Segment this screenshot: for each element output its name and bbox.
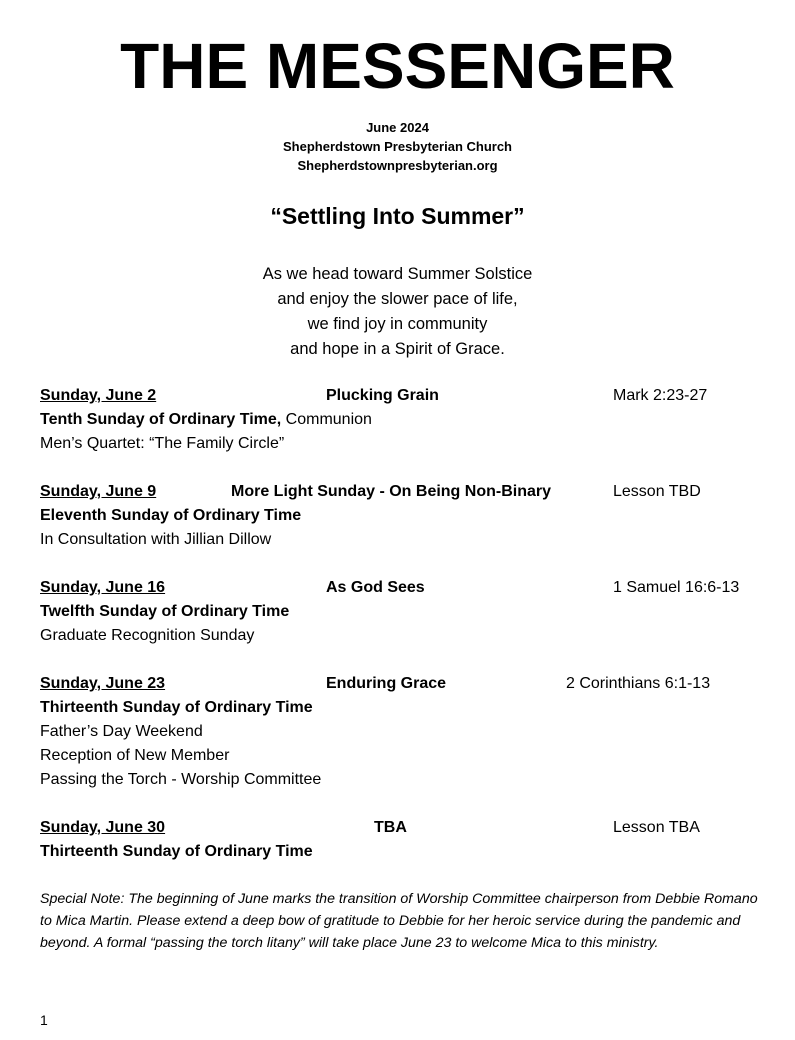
- service-date: Sunday, June 30: [40, 819, 166, 836]
- page-number: 1: [40, 1012, 48, 1028]
- service-entry: [40, 384, 770, 456]
- sermon-title: More Light Sunday - On Being Non-Binary: [231, 483, 551, 500]
- scripture-reference: Mark 2:23-27: [613, 387, 708, 404]
- service-note: Reception of New Member: [40, 747, 230, 764]
- service-date: Sunday, June 23: [40, 675, 166, 692]
- church-website: Shepherdstownpresbyterian.org: [297, 158, 498, 173]
- verse-line: and hope in a Spirit of Grace.: [290, 340, 505, 358]
- sermon-title: As God Sees: [326, 579, 425, 596]
- worship-schedule: [40, 384, 770, 888]
- newsletter-meta: [0, 118, 795, 175]
- verse-line: As we head toward Summer Solstice: [262, 265, 533, 283]
- service-entry: [40, 480, 770, 552]
- service-date: Sunday, June 9: [40, 483, 157, 500]
- liturgical-season: Eleventh Sunday of Ordinary Time: [40, 507, 302, 524]
- verse-line: and enjoy the slower pace of life,: [277, 290, 518, 308]
- special-note: Special Note: The beginning of June marks the transition of Worship Committee chairperson from Debbie Romano to Mica Martin. Please extend a deep bow of gratitude to Debbie for her heroic service during the pandemic and beyond. A formal “passing the torch litany” will take place June 23 to welcome Mica to this ministry.: [40, 891, 758, 951]
- service-entry: [40, 672, 770, 792]
- liturgical-season: Tenth Sunday of Ordinary Time, Communion: [40, 411, 372, 428]
- sermon-title: Plucking Grain: [326, 387, 439, 404]
- liturgical-season: Thirteenth Sunday of Ordinary Time: [40, 699, 313, 716]
- service-entry: [40, 816, 770, 864]
- scripture-reference: Lesson TBD: [613, 483, 701, 500]
- sermon-title: TBA: [374, 819, 407, 836]
- newsletter-masthead: THE MESSENGER: [120, 30, 675, 102]
- sermon-title: Enduring Grace: [326, 675, 447, 692]
- liturgical-season: Thirteenth Sunday of Ordinary Time: [40, 843, 313, 860]
- scripture-reference: 1 Samuel 16:6-13: [613, 579, 740, 596]
- service-note: Graduate Recognition Sunday: [40, 627, 255, 644]
- monthly-theme: “Settling Into Summer”: [270, 203, 525, 229]
- scripture-reference: 2 Corinthians 6:1-13: [566, 675, 711, 692]
- issue-date: June 2024: [366, 120, 429, 135]
- season-extra: Communion: [281, 411, 372, 428]
- theme-verse: [0, 262, 795, 362]
- service-date: Sunday, June 2: [40, 387, 157, 404]
- service-note: Men’s Quartet: “The Family Circle”: [40, 435, 285, 452]
- service-entry: [40, 576, 770, 648]
- service-date: Sunday, June 16: [40, 579, 166, 596]
- scripture-reference: Lesson TBA: [613, 819, 700, 836]
- service-note: Father’s Day Weekend: [40, 723, 203, 740]
- liturgical-season: Twelfth Sunday of Ordinary Time: [40, 603, 290, 620]
- service-note: In Consultation with Jillian Dillow: [40, 531, 272, 548]
- church-name: Shepherdstown Presbyterian Church: [283, 139, 512, 154]
- service-note: Passing the Torch - Worship Committee: [40, 771, 322, 788]
- verse-line: we find joy in community: [307, 315, 488, 333]
